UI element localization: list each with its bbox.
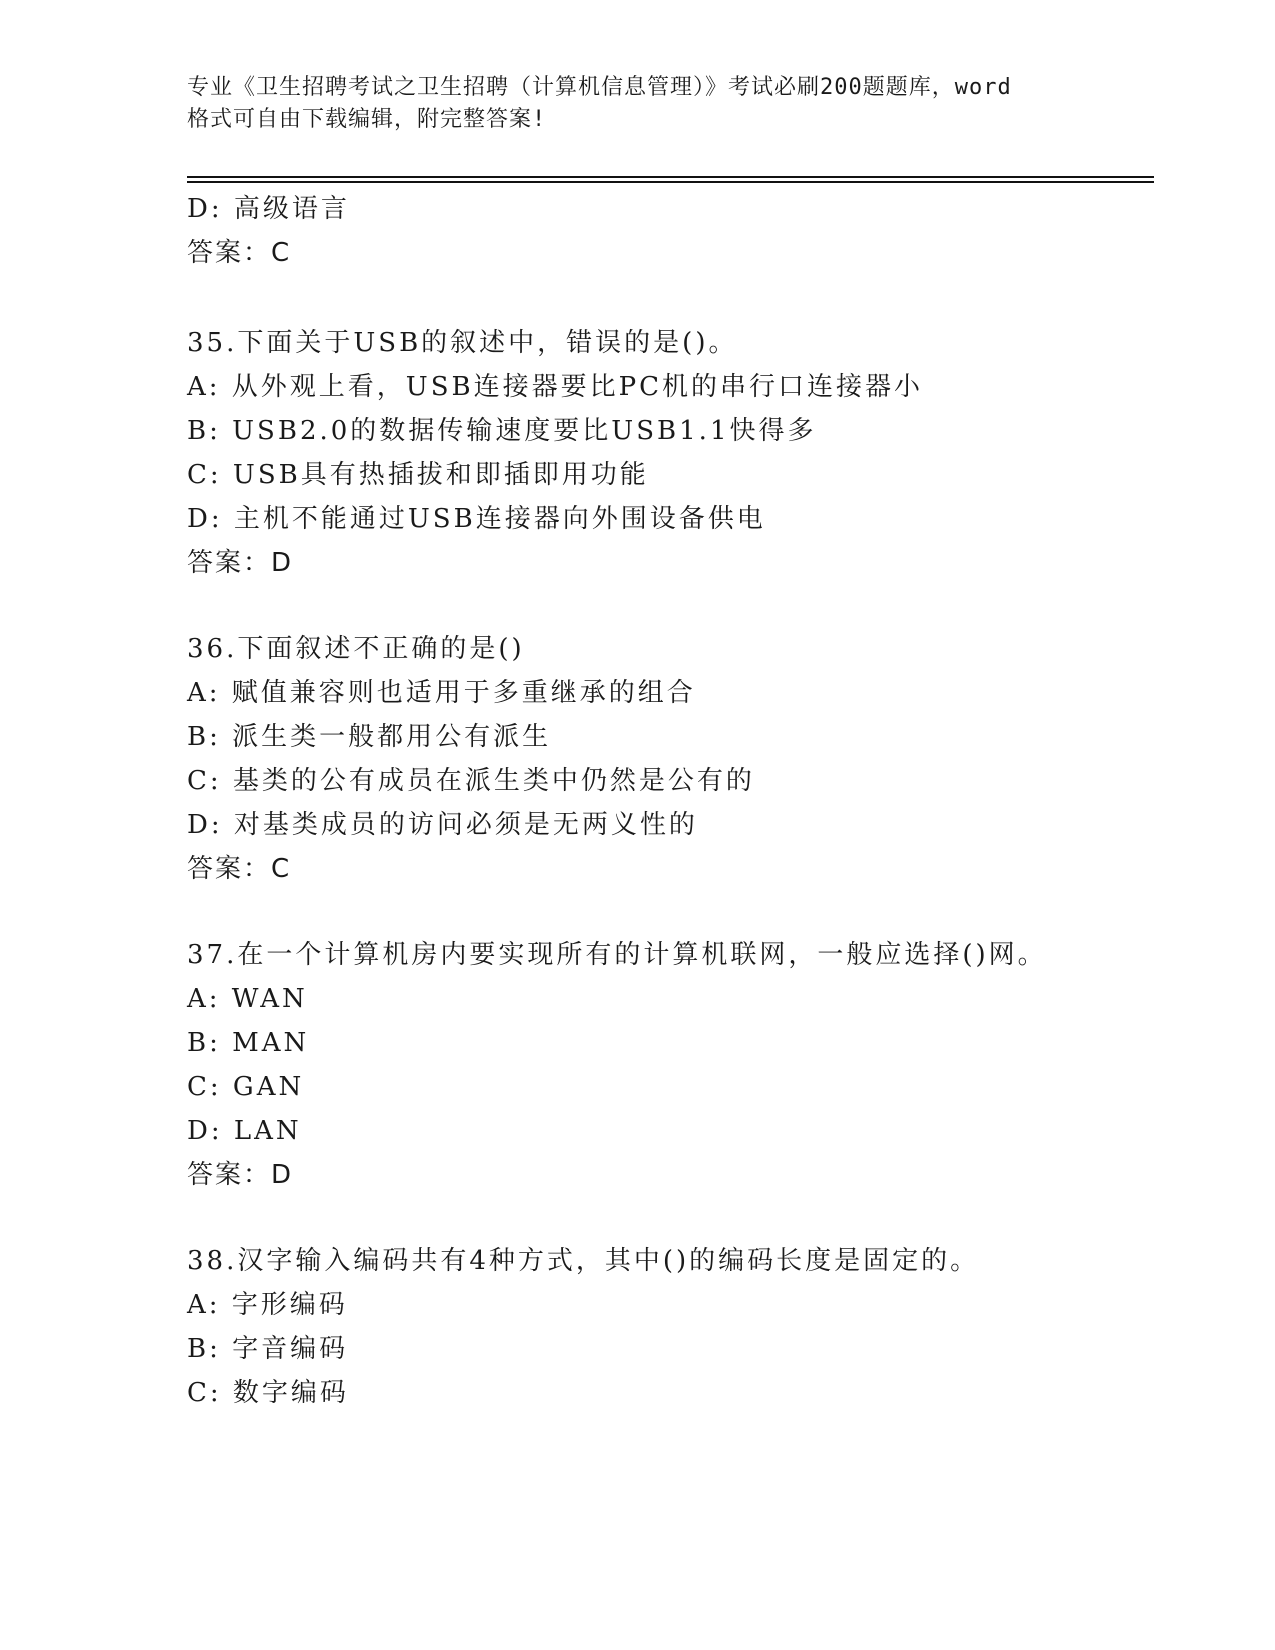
option-c: C: GAN [187,1072,305,1102]
option-d: D: LAN [187,1116,302,1146]
document-title-line-2: 格式可自由下载编辑，附完整答案! [187,107,547,132]
header-divider-bottom [187,181,1154,183]
option-c: C: USB具有热插拔和即插即用功能 [187,460,649,490]
option-a: A: 字形编码 [187,1290,348,1320]
option-b: B: 字音编码 [187,1334,349,1364]
question-stem: 38.汉字输入编码共有4种方式，其中()的编码长度是固定的。 [187,1246,980,1276]
option-a: A: 从外观上看，USB连接器要比PC机的串行口连接器小 [187,372,924,402]
option-b: B: 派生类一般都用公有派生 [187,722,552,752]
answer-label: 答案：C [187,238,292,268]
option-d: D: 对基类成员的访问必须是无两义性的 [187,810,698,840]
option-d: D: 主机不能通过USB连接器向外围设备供电 [187,504,766,534]
header-divider-top [187,176,1154,178]
answer-label: 答案：D [187,548,294,578]
option-b: B: USB2.0的数据传输速度要比USB1.1快得多 [187,416,817,446]
document-title-line-1: 专业《卫生招聘考试之卫生招聘（计算机信息管理）》考试必刷200题题库，word [187,75,1012,100]
option-a: A: 赋值兼容则也适用于多重继承的组合 [187,678,696,708]
question-stem: 36.下面叙述不正确的是() [187,634,525,664]
option-c: C: 数字编码 [187,1378,349,1408]
question-stem: 37.在一个计算机房内要实现所有的计算机联网，一般应选择()网。 [187,940,1047,970]
answer-label: 答案：D [187,1160,294,1190]
question-stem: 35.下面关于USB的叙述中，错误的是()。 [187,328,738,358]
answer-label: 答案：C [187,854,292,884]
option-a: A: WAN [187,984,308,1014]
option-d: D: 高级语言 [187,194,350,224]
option-c: C: 基类的公有成员在派生类中仍然是公有的 [187,766,755,796]
option-b: B: MAN [187,1028,310,1058]
